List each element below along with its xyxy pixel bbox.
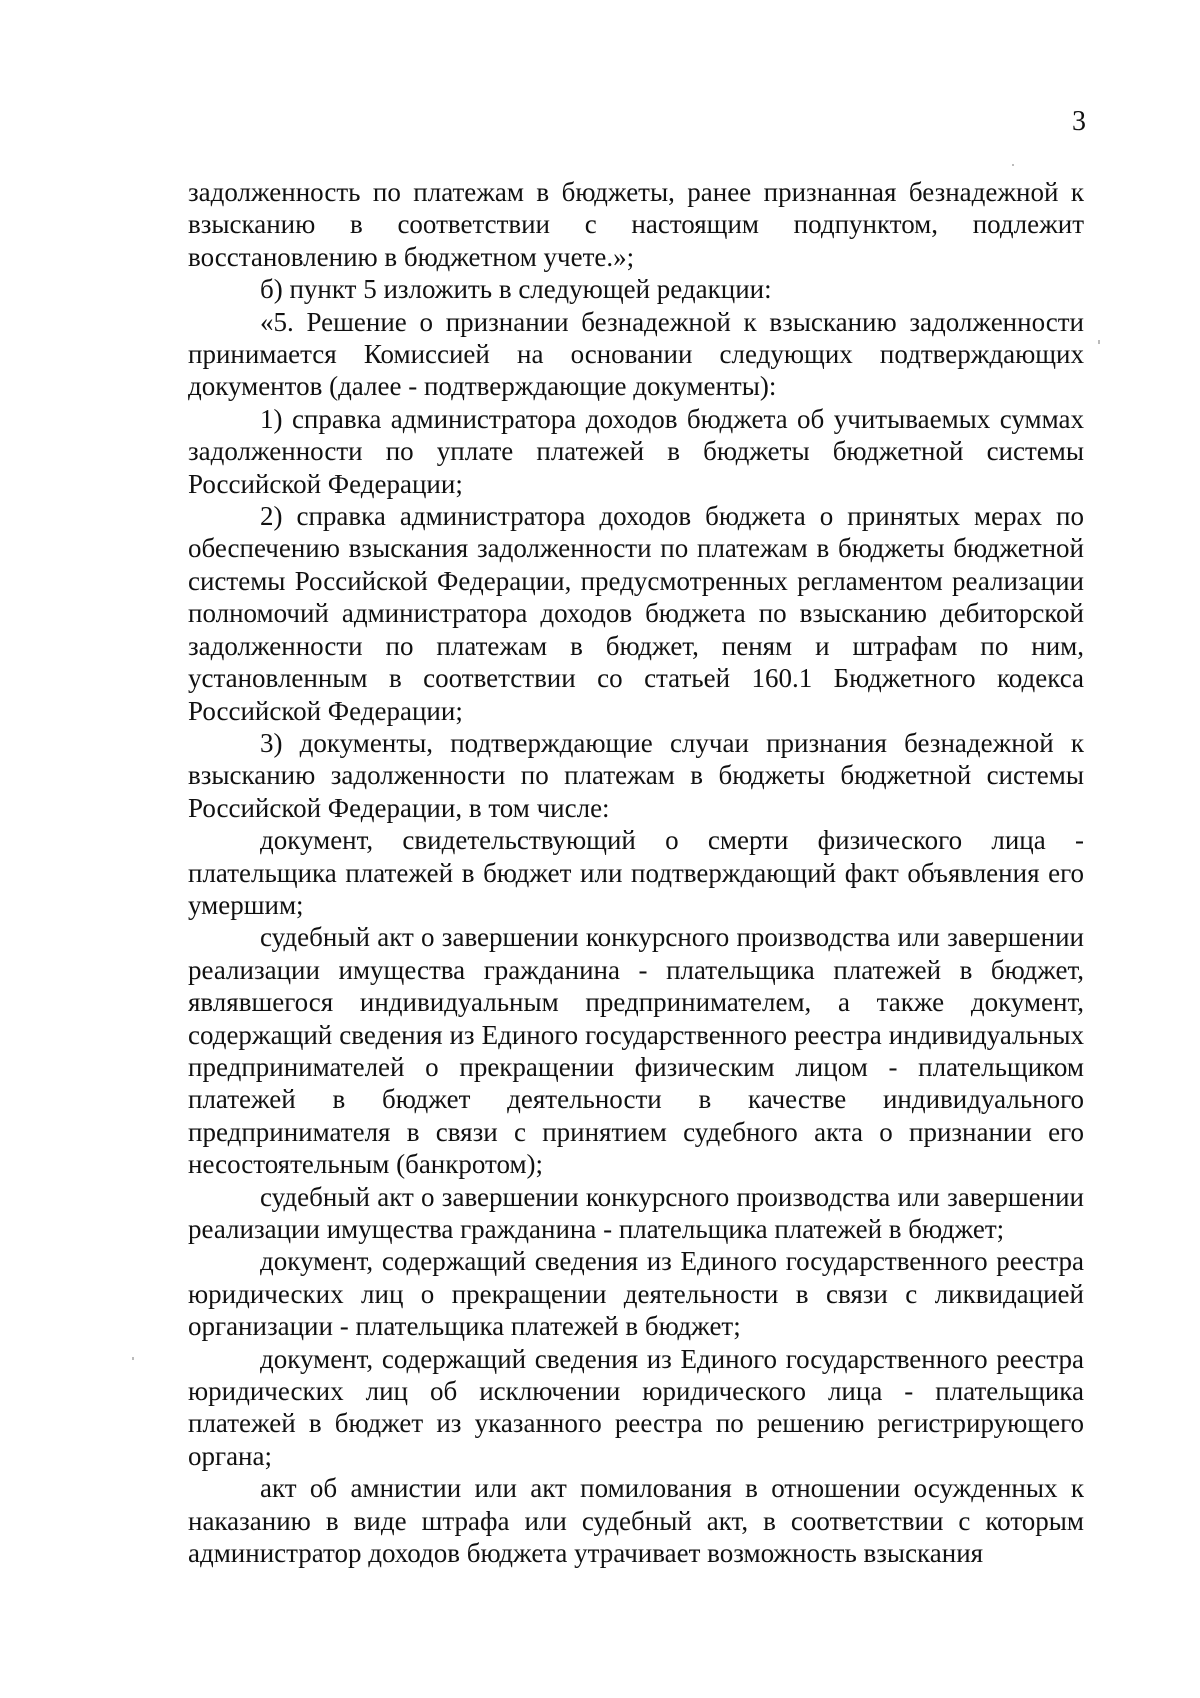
- paragraph-subitem-2: 2) справка администратора доходов бюджета о принятых мерах по обеспечению взыскания задолженности по платежам в бюджеты бюджетной системы Российской Федерации, предусмотренных регламентом реализации полномочий администратора доходов бюджета по взысканию дебиторской задолженности по платежам в бюджет, пеням и штрафам по ним, установленным в соответствии со статьей 160.1 Бюджетного кодекса Российской Федерации;: [188, 501, 1084, 726]
- scan-speck: [132, 1357, 134, 1360]
- paragraph-bankruptcy-entrepreneur: судебный акт о завершении конкурсного производства или завершении реализации имущества гражданина - плательщика платежей в бюджет, являвшегося индивидуальным предпринимателем, а также документ, содержащий сведения из Единого государственного реестра индивидуальных предпринимателей о прекращении физическим лицом - плательщиком платежей в бюджет деятельности в качестве индивидуального предпринимателя в связи с принятием судебного акта о признании его несостоятельным (банкротом);: [188, 922, 1084, 1180]
- paragraph-bankruptcy-citizen: судебный акт о завершении конкурсного производства или завершении реализации имущества гражданина - плательщика платежей в бюджет;: [188, 1181, 1084, 1244]
- paragraph-amendment-b: б) пункт 5 изложить в следующей редакции:: [260, 274, 772, 305]
- paragraph-exclusion-from-registry: документ, содержащий сведения из Единого государственного реестра юридических лиц об исключении юридического лица - плательщика платежей в бюджет из указанного реестра по решению регистрирующего органа;: [188, 1343, 1084, 1471]
- page-number: 3: [1072, 106, 1086, 137]
- paragraph-liquidation: документ, содержащий сведения из Единого государственного реестра юридических лиц о прекращении деятельности в связи с ликвидацией организации - плательщика платежей в бюджет;: [188, 1246, 1084, 1342]
- paragraph-amnesty: акт об амнистии или акт помилования в отношении осужденных к наказанию в виде штрафа или судебный акт, в соответствии с которым администратор доходов бюджета утрачивает возможность взыскания: [188, 1473, 1084, 1569]
- paragraph-subitem-1: 1) справка администратора доходов бюджета об учитываемых суммах задолженности по уплате платежей в бюджеты бюджетной системы Российской Федерации;: [188, 403, 1084, 499]
- paragraph-subitem-3: 3) документы, подтверждающие случаи признания безнадежной к взысканию задолженности по платежам в бюджеты бюджетной системы Российской Федерации, в том числе:: [188, 727, 1084, 823]
- paragraph-continuation: задолженность по платежам в бюджеты, ранее признанная безнадежной к взысканию в соответствии с настоящим подпунктом, подлежит восстановлению в бюджетном учете.»;: [188, 177, 1084, 272]
- paragraph-item-5: «5. Решение о признании безнадежной к взысканию задолженности принимается Комиссией на основании следующих подтверждающих документов (далее - подтверждающие документы):: [188, 306, 1084, 402]
- document-body: [188, 176, 1084, 1569]
- paragraph-death-document: документ, свидетельствующий о смерти физического лица - плательщика платежей в бюджет или подтверждающий факт объявления его умершим;: [188, 825, 1084, 920]
- scan-speck: [1098, 340, 1100, 344]
- scan-speck: [1012, 164, 1014, 166]
